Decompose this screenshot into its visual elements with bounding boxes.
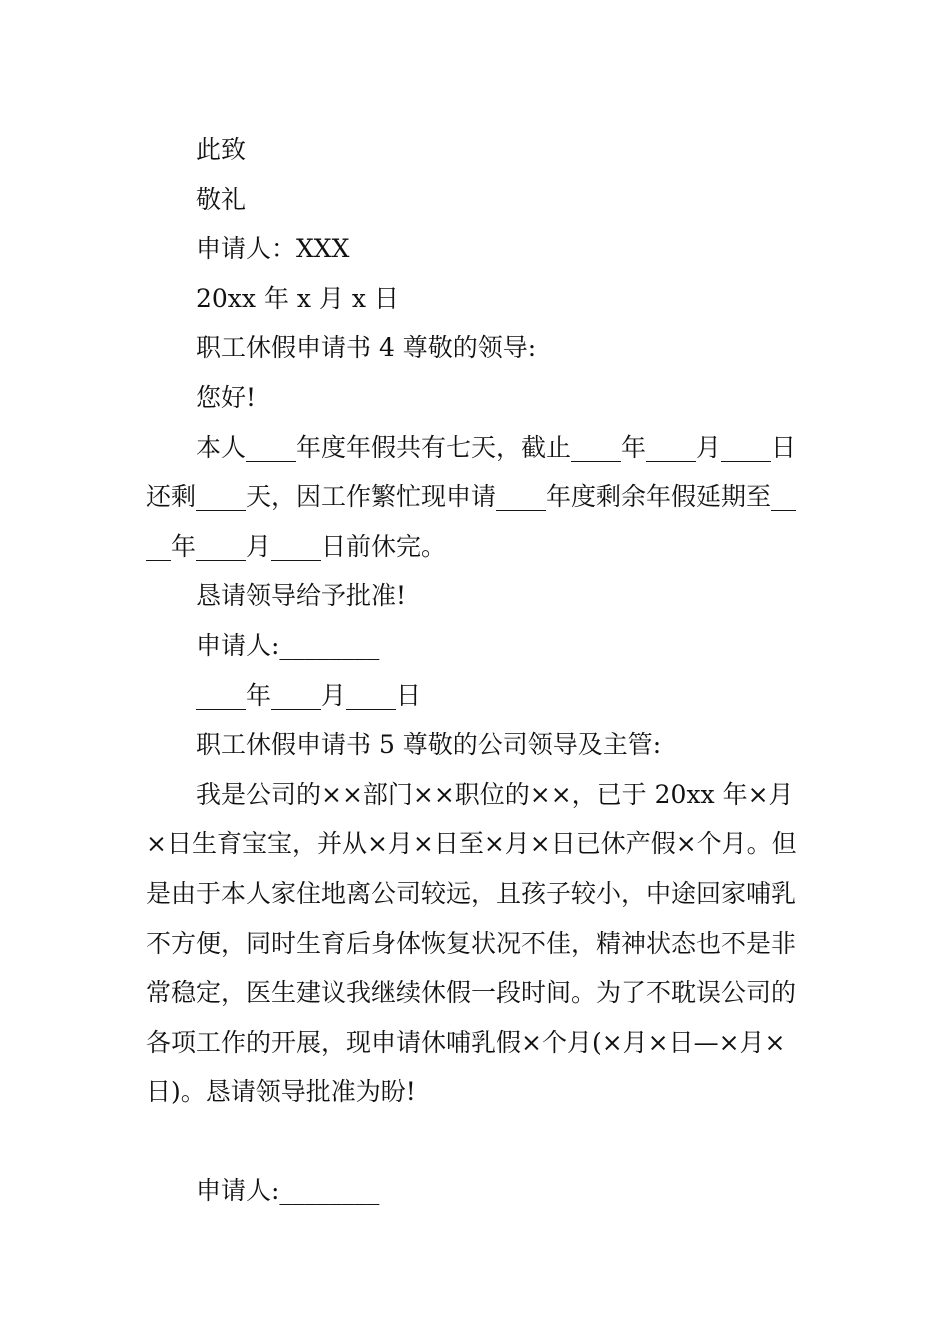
date-line: 20xx 年 x 月 x 日	[196, 283, 399, 313]
applicant-line: 申请人：XXX	[196, 234, 350, 264]
approval-request: 恳请领导给予批准!	[196, 581, 407, 611]
letter-4-body: 本人____年度年假共有七天，截止____年____月____日还剩____天，因工作繁忙现申请____年度剩余年假延期至____年____月____日前休完。	[146, 432, 797, 561]
date-blank-line: ____年____月____日	[196, 680, 422, 710]
greeting: 您好!	[196, 382, 257, 412]
closing-salutation: 此致	[196, 135, 247, 164]
document-page	[146, 125, 808, 1216]
closing-regards: 敬礼	[196, 184, 247, 214]
applicant-blank-line: 申请人:________	[196, 630, 380, 660]
paragraph-gap	[146, 1117, 808, 1167]
letter-4-heading: 职工休假申请书 4 尊敬的领导:	[196, 333, 537, 363]
letter-5-heading: 职工休假申请书 5 尊敬的公司领导及主管:	[196, 730, 662, 760]
applicant-blank-line-2: 申请人:________	[196, 1176, 380, 1206]
letter-5-body: 我是公司的××部门××职位的××，已于 20xx 年×月×日生育宝宝，并从×月×日至×月×日已休产假×个月。但是由于本人家住地离公司较远，且孩子较小，中途回家哺乳不方便，同时生育后身体恢复状况不佳，精神状态也不是非常稳定，医生建议我继续休假一段时间。为了不耽误公司的各项工作的开展，现申请休哺乳假×个月(×月×日—×月×日)。恳请领导批准为盼!	[146, 779, 797, 1107]
